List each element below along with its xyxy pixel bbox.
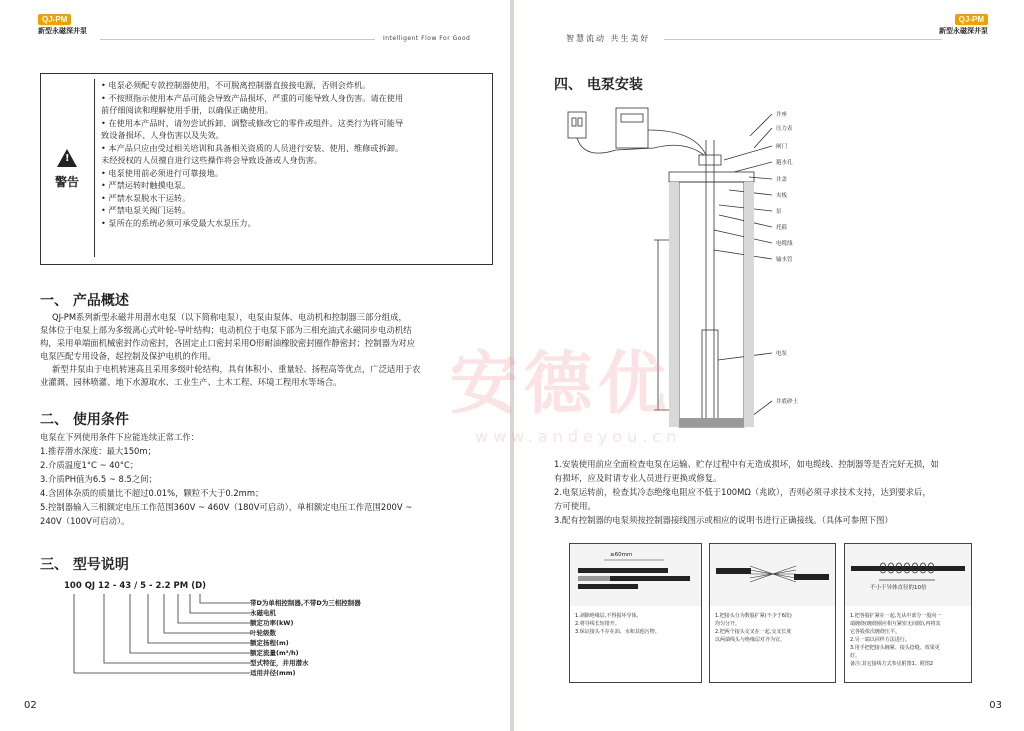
diagram-label: 泵 (776, 209, 782, 215)
model-legend-item: 叶轮级数 (250, 629, 276, 637)
overview-line: 构，采用单端面机械密封作动密封，各固定止口密封采用O形耐油橡胶密封圈作静密封；控制器为对应 (40, 338, 416, 348)
leader-line (724, 146, 772, 160)
leader-line (734, 162, 772, 172)
switch-icon (572, 118, 576, 126)
well-cap (669, 172, 754, 182)
warning-item: • 严禁电泵关阀门运转。 (101, 205, 191, 215)
conditions-list (40, 430, 502, 528)
wiring-step-2 (709, 543, 836, 683)
diagram-label: 井底砂土 (776, 399, 799, 405)
warning-item: 前仔细阅读和理解使用手册，以确保正确使用。 (101, 105, 273, 115)
install-note: 有损坏，应及时请专业人员进行更换或修复。 (554, 473, 722, 483)
wiring-step-3 (844, 543, 972, 683)
section-title-model: 三、 型号说明 (40, 557, 129, 573)
diagram-label: 输水管 (776, 257, 793, 263)
diagram-label: 压力表 (776, 126, 793, 132)
install-note: 方可使用。 (554, 501, 596, 511)
warning-item: • 电泵必须配专款控制器使用，不可脱离控制器直接接电源，否则会炸机。 (101, 80, 371, 90)
page-number-right: 03 (989, 700, 1002, 711)
wiring-step-line: 它各股依次缠绕压平。 (850, 629, 901, 635)
condition-item: 240V（100V可启动）。 (40, 516, 130, 526)
conditions-intro: 电泵在下列使用条件下应能连续正常工作： (40, 432, 200, 442)
wiring-dim: ≥60mm (610, 552, 633, 558)
wiring-step-1-figure (570, 544, 701, 606)
wiring-step-line: 1.把各股扩紧在一起,先从中部分一股向一 (850, 613, 942, 619)
brand-logo (38, 14, 87, 36)
leader-line (754, 128, 772, 148)
wiring-step-1 (569, 543, 702, 683)
wiring-step-line: 均匀分开。 (715, 621, 741, 627)
model-legend-item: 额定扬程(m) (250, 639, 289, 647)
section-title-conditions: 二、 使用条件 (40, 412, 129, 428)
left-page (0, 0, 510, 731)
condition-item: 3.介质PH值为6.5 ~ 8.5之间； (40, 474, 157, 484)
watermark-url: www.andeyou.cn (475, 427, 682, 446)
diagram-label: 避水孔 (776, 160, 793, 166)
wiring-step-3-figure (845, 544, 971, 606)
install-notes (554, 457, 1016, 527)
leader-line (749, 177, 772, 179)
brand-badge: QJ-PM (955, 14, 988, 25)
install-note: 2.电泵运转前，检查其冷态绝缘电阻应不低于100MΩ（兆欧），否则必须寻求技术支持，达到要求后， (554, 487, 931, 497)
warning-item: • 泵所在的系统必须可承受最大水泵压力。 (101, 217, 256, 228)
warning-list (94, 79, 486, 257)
wiring-step-line: 2.把两个接头交叉在一起,交叉长度 (715, 629, 792, 635)
wiring-step-line: 好。 (850, 653, 861, 659)
warning-item: • 电泵使用前必须进行可靠接地。 (101, 167, 224, 178)
warning-item: • 严禁运转时触摸电泵。 (101, 180, 191, 190)
section-title-install: 四、 电泵安装 (554, 77, 643, 93)
watermark-text: 安德优 (450, 345, 673, 424)
wiring-step-2-figure (710, 544, 835, 606)
wiring-step-line: 端缠绕(缠绕圈应相互紧密无间隙),再将其 (850, 621, 941, 627)
wiring-step-line: 1.剥除绝缘层,不得损坏导体。 (575, 613, 642, 619)
wiring-step-text (575, 612, 660, 636)
warning-item: • 严禁水泵脱水干运转。 (101, 192, 191, 203)
diagram-label: 电泵 (776, 351, 788, 357)
condition-item: 5.控制器输入三相额定电压工作范围360V ~ 460V（180V可启动），单相额定电压工作范围200V ~ (40, 502, 413, 512)
wiring-step-line: 2.将导线长短错开。 (575, 621, 620, 627)
model-code: 100 QJ 12 - 43 / 5 - 2.2 PM (D) (64, 581, 207, 591)
condition-item: 1.推荐潜水深度：最大150m； (40, 446, 156, 456)
overview-line: QJ-PM系列新型永磁井用潜水电泵（以下简称电泵），电泵由泵体、电动机和控制器三部分组成， (52, 312, 407, 322)
switch-icon (578, 118, 582, 126)
leader-line (714, 230, 772, 243)
model-legend-item: 型式特征，井用潜水 (250, 659, 309, 667)
leader-line (714, 250, 772, 259)
controller-display (621, 114, 643, 122)
diagram-label: 井座 (776, 112, 788, 118)
model-legend-item: 永磁电机 (250, 609, 276, 617)
brand-subtitle: 新型永磁深井泵 (939, 27, 988, 35)
warning-label: 警告 (54, 174, 79, 189)
diagram-label: 托箍 (776, 225, 788, 231)
power-cable (577, 138, 704, 155)
diagram-label: 夹板 (776, 193, 788, 199)
model-legend-item: 额定功率(kW) (250, 619, 294, 627)
leader-line (750, 114, 772, 136)
pump-body (702, 330, 718, 420)
control-cable (648, 130, 706, 155)
warning-box (40, 73, 493, 265)
diagram-label: 闸门 (776, 144, 788, 150)
overview-line: 电泵匹配专用设备，起控制及保护电机的作用。 (40, 351, 216, 361)
wiring-step-line: 3.保证接头不存在油、水和其他污物。 (575, 629, 660, 635)
overview-line: 业灌溉、园林喷灌、地下水源取水、工业生产、土木工程、环境工程用水等场合。 (40, 377, 342, 387)
switch-box (568, 112, 586, 138)
well-bottom-sand (679, 418, 744, 427)
brand-logo (939, 14, 988, 36)
section-title-overview: 一、 产品概述 (40, 293, 129, 309)
warning-side (41, 74, 93, 264)
wiring-step-line: 3.用手把把接头缠紧、接头捻缝、效果更 (850, 645, 940, 651)
brand-subtitle: 新型永磁深井泵 (38, 27, 87, 35)
wiring-step-line: 1.把接头分为数股扩紧(不少于6段) (715, 613, 792, 619)
model-legend-item: 适用井径(mm) (250, 669, 296, 677)
header-slogan-en: Intelligent Flow For Good (383, 35, 471, 42)
well-wall-right (744, 182, 754, 427)
warning-item: 未经授权的人员擅自进行这些操作将会导致设备或人身伤害。 (101, 155, 323, 165)
condition-item: 4.含固体杂质的质量比不超过0.01%，颗粒不大于0.2mm； (40, 488, 264, 498)
wiring-dim: 不小于导体直径的10倍 (870, 585, 927, 591)
header-rule (664, 39, 942, 40)
condition-item: 2.介质温度1°C ~ 40°C； (40, 460, 139, 470)
page-number-left: 02 (24, 700, 37, 711)
warning-item: • 不按照指示使用本产品可能会导致产品损坏，严重的可能导致人身伤害。请在使用 (101, 92, 404, 103)
overview-text (40, 311, 502, 389)
warning-triangle-icon: ! (57, 149, 77, 167)
model-legend-item: 额定流量(m³/h) (250, 649, 299, 657)
model-bracket-lines (60, 590, 260, 690)
valve (699, 155, 721, 165)
install-note: 1.安装使用前应全面检查电泵在运输、贮存过程中有无造成损坏，如电缆线、控制器等是否完好无损，如 (554, 459, 939, 469)
wiring-step-text (850, 612, 941, 668)
warning-item: • 本产品只应由受过相关培训和具备相关资质的人员进行安装、使用、维修或拆卸。 (101, 142, 404, 153)
install-note: 3.配有控制器的电泵须按控制器接线图示或相应的说明书进行正确接线。（具体可参照下图） (554, 515, 893, 525)
diagram-label: 电缆线 (776, 241, 793, 247)
model-legend-item: 带D为单相控制器,不带D为三相控制器 (250, 599, 361, 607)
warning-item: 致设备损坏、人身伤害以及失效。 (101, 130, 224, 140)
overview-line: 泵体位于电泵上部为多级离心式叶轮-导叶结构；电动机位于电泵下部为三相充油式永磁同步电动机结 (40, 325, 412, 335)
brand-badge: QJ-PM (38, 14, 71, 25)
wiring-step-line: 以两端线头与绝缘层对齐为宜。 (715, 637, 786, 643)
header-rule (100, 39, 375, 40)
overview-line: 新型井泵由于电机转速高且采用多级叶轮结构，具有体积小、重量轻、扬程高等优点，广泛适用于农 (52, 364, 421, 374)
wiring-step-text (715, 612, 792, 644)
diagram-label: 井盖 (776, 177, 788, 183)
header-slogan-cn: 智慧流动 共生美好 (566, 34, 651, 43)
wiring-step-line: 备注:其它接线方式参见附图1、附图2 (850, 661, 934, 667)
wiring-step-line: 2.另一端以同样方法进行。 (850, 637, 910, 643)
warning-item: • 在使用本产品时，请勿尝试拆卸、调整或修改它的零件或组件。这类行为将可能导 (101, 117, 404, 128)
